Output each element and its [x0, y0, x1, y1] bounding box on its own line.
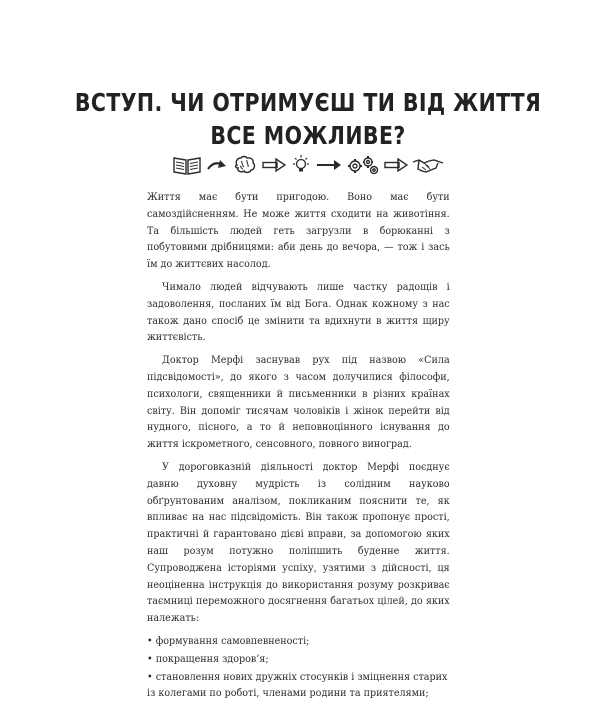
chapter-title — [55, 86, 560, 152]
paragraph-1: Життя має бути пригодою. Воно має бути самоздійсненням. Не може життя сходити на животіння. Та більшість людей геть загрузли в борюканні з побутовими дрібницями: аби день до вечора, — тож і зась їм до життєвих насолод. — [147, 192, 450, 271]
gears-icon — [346, 154, 380, 176]
arrow-right-icon — [262, 158, 286, 172]
paragraph-2: Чимало людей відчувають лише частку радощів і задоволення, посланих їм від Бога. Однак кожному з нас також дано спосіб це змінити та вдихнути в життя щиру життєвість. — [147, 281, 450, 344]
paragraph-3: Доктор Мерфі заснував рух під назвою «Сила підсвідомості», до якого з часом долучилися філософи, психологи, священники й письменники в різних країнах світу. Він допоміг тисячам чоловіків і жінок перейти від нудного, пісного, а то й неповноцінного існування до життя іскрометного, сенсовного, повного виноград. — [147, 355, 450, 451]
list-item: • покращення здоров’я; — [147, 653, 269, 665]
list-item: • становлення нових дружніх стосунків і зміцнення старих із колегами по роботі, членами родини та приятелями; — [147, 671, 448, 700]
brain-icon — [232, 154, 258, 176]
body-text — [147, 190, 450, 704]
arrow-right-icon — [384, 158, 408, 172]
list-item: • формування самовпевненості; — [147, 635, 310, 647]
lightbulb-icon — [290, 154, 312, 176]
chapter-title-line-2: ВСЕ МОЖЛИВЕ? — [210, 121, 406, 150]
arrow-right-icon — [316, 158, 342, 172]
icon-sequence — [0, 152, 616, 178]
curved-arrow-icon — [206, 154, 228, 176]
handshake-icon — [412, 154, 444, 176]
paragraph-4: У дороговказній діяльності доктор Мерфі поєднує давню духовну мудрість із солідним науково обґрунтованим аналізом, покликаним пояснити те, як впливає на нас підсвідомість. Він також пропонує прості, практичні й гарантовано дієві вправи, за допомогою яких наш розум потужно поліпшить буденне життя. Супроводжена історіями успіху, узятими з дійсності, ця неоціненна інструкція до використання розуму розкриває таємниці переможного досягнення багатьох цілей, до яких належать: — [147, 461, 450, 625]
chapter-title-line-1: ВСТУП. ЧИ ОТРИМУЄШ ТИ ВІД ЖИТТЯ — [74, 88, 542, 117]
open-book-icon — [172, 154, 202, 176]
